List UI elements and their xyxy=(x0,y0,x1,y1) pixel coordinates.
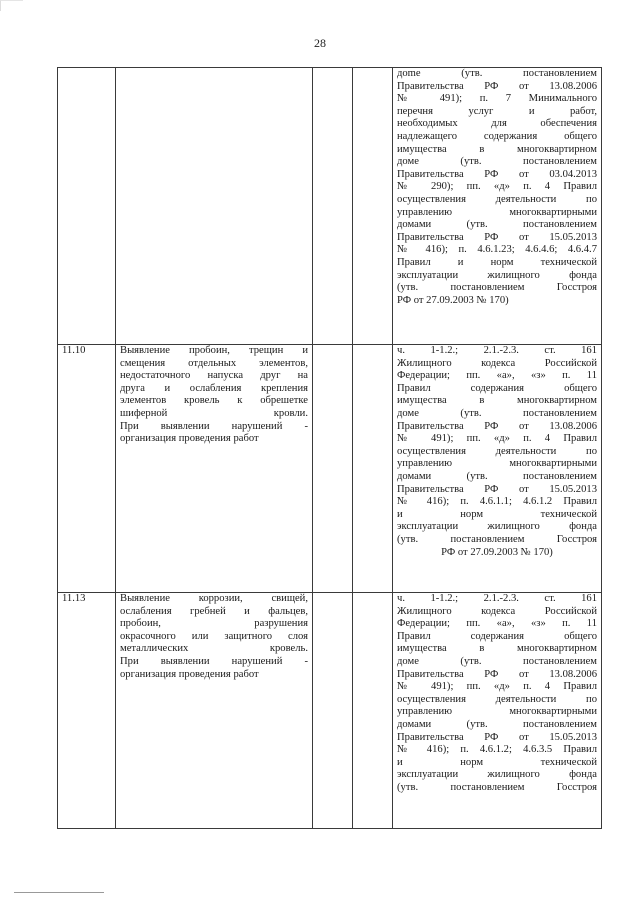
text-line: эксплуатации жилищного фонда xyxy=(397,521,597,533)
table-row xyxy=(58,345,602,593)
work-description-cell xyxy=(116,593,313,829)
text-line: недостаточного напуска друг на xyxy=(120,370,308,382)
row-number-cell: 11.13 xyxy=(58,593,116,829)
text-line: осуществления деятельности по xyxy=(397,445,597,457)
text-line: № 491); п. 7 Минимального xyxy=(397,93,597,105)
text-line: (утв. постановлением Госстроя xyxy=(397,781,597,793)
scan-edge-mark xyxy=(0,0,23,11)
text-line: (утв. постановлением Госстроя xyxy=(397,282,597,294)
empty-cell xyxy=(353,345,393,593)
text-line: элементов кровель к обрешетке xyxy=(120,395,308,407)
text-line: металлических кровель. xyxy=(120,643,308,655)
text-line: № 491); пп. «д» п. 4 Правил xyxy=(397,681,597,693)
work-description-cell xyxy=(116,345,313,593)
text-line: (утв. постановлением Госстроя xyxy=(397,533,597,545)
text-line: управлению многоквартирными xyxy=(397,206,597,218)
row-number-cell xyxy=(58,68,116,345)
table-row xyxy=(58,68,602,345)
text-line: При выявлении нарушений - xyxy=(120,420,308,432)
text-line: управлению многоквартирными xyxy=(397,706,597,718)
empty-cell xyxy=(313,593,353,829)
text-line: Правительства РФ от 15.05.2013 xyxy=(397,483,597,495)
text-line: друга и ослабления крепления xyxy=(120,382,308,394)
empty-cell xyxy=(353,593,393,829)
text-line: Правительства РФ от 15.05.2013 xyxy=(397,731,597,743)
work-description-cell xyxy=(116,68,313,345)
text-line: № 491); пп. «д» п. 4 Правил xyxy=(397,433,597,445)
text-line: Правил содержания общего xyxy=(397,630,597,642)
text-line: управлению многоквартирными xyxy=(397,458,597,470)
text-line: организация проведения работ xyxy=(120,668,259,680)
legal-basis-cell xyxy=(393,345,602,593)
text-line: Выявление коррозии, свищей, xyxy=(120,593,308,604)
requirements-table xyxy=(57,67,602,829)
text-line: имущества в многоквартирном xyxy=(397,643,597,655)
text-line: шиферной кровли. xyxy=(120,407,308,419)
text-line: осуществления деятельности по xyxy=(397,693,597,705)
text-line: окрасочного или защитного слоя xyxy=(120,630,308,642)
text-line: Правительства РФ от 13.08.2006 xyxy=(397,668,597,680)
text-line: ч. 1-1.2.; 2.1.-2.3. ст. 161 xyxy=(397,345,597,356)
empty-cell xyxy=(313,68,353,345)
text-line: имущества в многоквартирном xyxy=(397,395,597,407)
text-line: домами (утв. постановлением xyxy=(397,718,597,730)
text-line: № 416); п. 4.6.1.23; 4.6.4.6; 4.6.4.7 xyxy=(397,244,597,256)
text-line: № 416); п. 4.6.1.2; 4.6.3.5 Правил xyxy=(397,744,597,756)
text-line: Федерации; пп. «а», «з» п. 11 xyxy=(397,618,597,630)
text-line: доме (утв. постановлением xyxy=(397,156,597,168)
text-line: РФ от 27.09.2003 № 170) xyxy=(397,294,509,306)
scan-bottom-rule xyxy=(14,892,104,893)
text-line: Жилищного кодекса Российской xyxy=(397,357,597,369)
text-line: Правительства РФ от 13.08.2006 xyxy=(397,80,597,92)
text-line: эксплуатации жилищного фонда xyxy=(397,269,597,281)
legal-basis-cell xyxy=(393,68,602,345)
text-line: домами (утв. постановлением xyxy=(397,219,597,231)
text-line: № 416); п. 4.6.1.1; 4.6.1.2 Правил xyxy=(397,496,597,508)
text-line: перечня услуг и работ, xyxy=(397,105,597,117)
text-line: Выявление пробоин, трещин и xyxy=(120,345,308,356)
text-line: доме (утв. постановлением xyxy=(397,407,597,419)
text-line: имущества в многоквартирном xyxy=(397,143,597,155)
text-line: необходимых для обеспечения xyxy=(397,118,597,130)
text-line: доме (утв. постановлением xyxy=(397,655,597,667)
text-line: Федерации; пп. «а», «з» п. 11 xyxy=(397,370,597,382)
text-line: Правительства РФ от 15.05.2013 xyxy=(397,231,597,243)
text-line: домами (утв. постановлением xyxy=(397,470,597,482)
text-line: организация проведения работ xyxy=(120,433,259,445)
text-line: Жилищного кодекса Российской xyxy=(397,605,597,617)
text-line: № 290); пп. «д» п. 4 Правил xyxy=(397,181,597,193)
text-line: дome (утв. постановлением xyxy=(397,68,597,79)
text-line: пробоин, разрушения xyxy=(120,618,308,630)
page-number: 28 xyxy=(314,36,326,50)
text-line: и норм технической xyxy=(397,756,597,768)
text-line: эксплуатации жилищного фонда xyxy=(397,769,597,781)
text-line: При выявлении нарушений - xyxy=(120,655,308,667)
text-line: осуществления деятельности по xyxy=(397,193,597,205)
text-line: надлежащего содержания общего xyxy=(397,130,597,142)
empty-cell xyxy=(313,345,353,593)
legal-basis-cell xyxy=(393,593,602,829)
text-line: Правил и норм технической xyxy=(397,256,597,268)
table-row xyxy=(58,593,602,829)
text-line: смещения отдельных элементов, xyxy=(120,357,308,369)
text-line: Правительства РФ от 03.04.2013 xyxy=(397,168,597,180)
empty-cell xyxy=(353,68,393,345)
text-line: и норм технической xyxy=(397,508,597,520)
row-number-cell: 11.10 xyxy=(58,345,116,593)
text-line: Правительства РФ от 13.08.2006 xyxy=(397,420,597,432)
text-line: ч. 1-1.2.; 2.1.-2.3. ст. 161 xyxy=(397,593,597,604)
text-line: Правил содержания общего xyxy=(397,382,597,394)
text-line: ослабления гребней и фальцев, xyxy=(120,605,308,617)
text-line: РФ от 27.09.2003 № 170) xyxy=(441,546,553,558)
